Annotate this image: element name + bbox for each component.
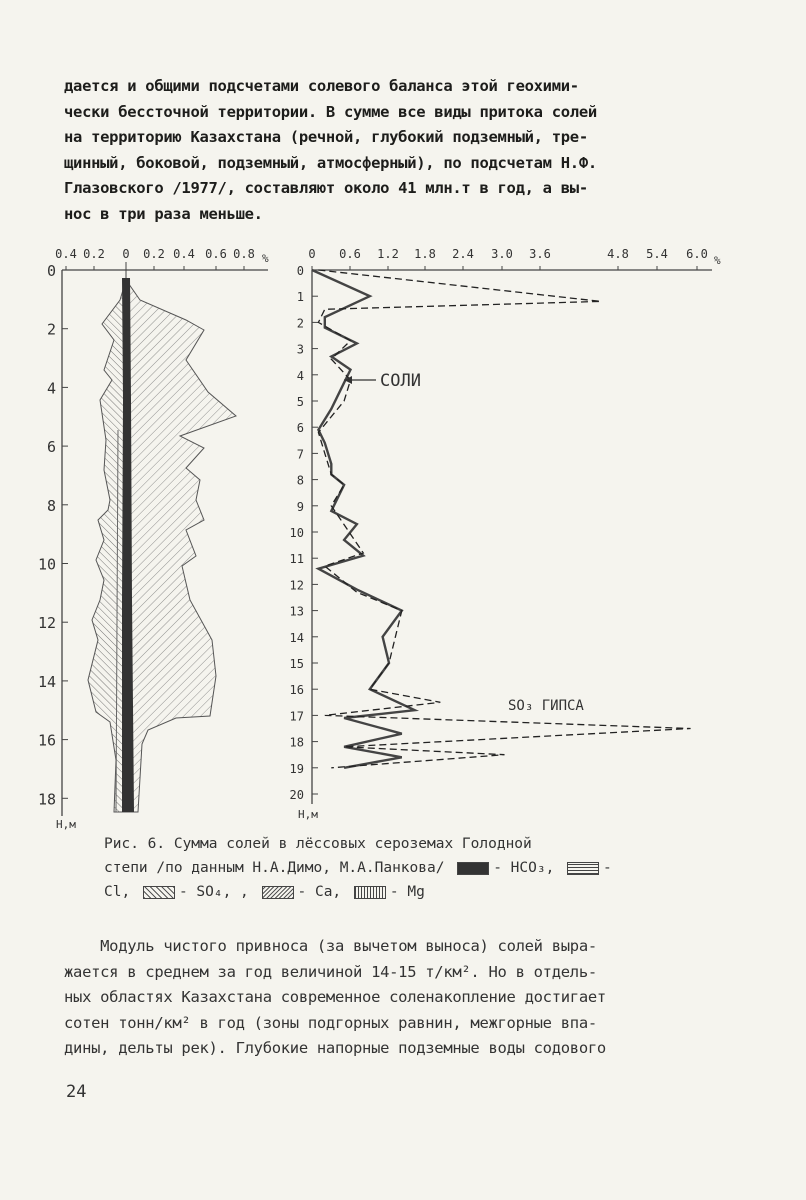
left-x-tick-label: 0.8: [233, 247, 255, 261]
salts-series-line: [312, 270, 415, 768]
gypsum-label: SO₃ ГИПСА: [508, 698, 584, 714]
right-y-tick-label: 3: [296, 342, 304, 357]
left-y-tick-label: 2: [46, 320, 56, 339]
so4-area: [126, 280, 236, 812]
right-x-tick-label: 3.6: [529, 247, 551, 261]
caption-line-3: [104, 880, 724, 904]
right-y-tick-label: 4: [296, 368, 304, 383]
right-y-tick-label: 13: [289, 604, 304, 619]
right-y-axis-label: Н,м: [298, 808, 318, 821]
right-x-tick-label: 4.8: [607, 247, 629, 261]
legend-hco3: - HCO₃,: [493, 860, 555, 876]
right-y-tick-label: 14: [289, 630, 304, 645]
legend-cl: Cl,: [104, 884, 131, 900]
right-y-tick-label: 1: [296, 290, 304, 305]
right-y-tick-label: 11: [289, 552, 304, 567]
cl-area: [88, 280, 126, 812]
left-x-tick-label: 0.2: [83, 247, 105, 261]
hco3-swatch: [457, 862, 489, 875]
left-y-tick-label: 10: [37, 555, 56, 574]
left-y-tick-label: 4: [46, 379, 56, 398]
left-y-tick-label: 0: [46, 262, 56, 280]
left-x-tick-label: 0.4: [173, 247, 195, 261]
right-x-tick-label: 1.8: [414, 247, 436, 261]
left-x-ticks: [55, 247, 269, 270]
left-y-tick-label: 6: [46, 438, 56, 457]
right-y-tick-label: 12: [289, 578, 304, 593]
left-x-tick-label: 0.6: [205, 247, 227, 261]
right-x-ticks: [308, 247, 721, 270]
right-x-tick-label: 6.0: [686, 247, 708, 261]
legend-so4: - SO₄, ,: [178, 884, 249, 900]
right-x-tick-label: 5.4: [646, 247, 668, 261]
right-y-tick-label: 16: [289, 683, 304, 698]
right-y-tick-label: 8: [296, 473, 304, 488]
right-y-tick-label: 18: [289, 735, 304, 750]
caption-line-2: степи /по данным Н.А.Димо, М.А.Панкова/ - HCO₃, -: [104, 860, 612, 876]
left-y-tick-label: 16: [37, 731, 56, 750]
salts-label: СОЛИ: [380, 371, 421, 391]
right-y-tick-label: 20: [289, 788, 304, 802]
right-y-tick-label: 6: [296, 421, 304, 436]
left-y-tick-label: 8: [46, 496, 56, 515]
left-x-tick-label: 0.4: [55, 247, 77, 261]
right-y-tick-label: 7: [296, 447, 304, 462]
right-y-tick-label: 5: [296, 395, 304, 409]
right-chart: [290, 247, 721, 821]
legend-mg: - Mg: [389, 884, 425, 900]
caption-source: степи /по данным Н.А.Димо, М.А.Панкова/: [104, 860, 445, 876]
cl-swatch: [567, 862, 599, 875]
right-x-tick-label: 0: [308, 247, 316, 261]
right-y-tick-label: 0: [296, 264, 304, 278]
figure-caption: [104, 832, 724, 904]
legend-ca: - Ca,: [297, 884, 342, 900]
right-y-ticks: [290, 264, 318, 802]
mg-swatch: [354, 886, 386, 899]
so4-swatch: [143, 886, 175, 899]
right-y-tick-label: 2: [296, 316, 304, 331]
paragraph-bottom: Модуль чистого привноса (за вычетом выноса) солей выра- жается в среднем за год величиной 14-15 т/км². Но в отдель- ных областях Казахстана современное соленакопление достигает сотен тонн/км² в год (зоны подгорных равнин, межгорные впа- дины, дельты рек). Глубокие напорные подземные воды содового: [64, 937, 606, 1057]
right-x-tick-label: 0.6: [339, 247, 361, 261]
left-x-tick-label: 0: [122, 247, 130, 261]
right-series: [312, 270, 691, 768]
right-x-unit: %: [714, 254, 721, 267]
left-x-tick-label: 0.2: [143, 247, 165, 261]
right-y-tick-label: 17: [289, 709, 304, 724]
left-y-ticks: [38, 262, 68, 808]
left-y-tick-label: 14: [37, 672, 56, 691]
right-y-tick-label: 10: [289, 526, 304, 540]
right-y-tick-label: 15: [289, 657, 304, 671]
right-y-tick-label: 9: [296, 499, 304, 514]
left-x-unit: %: [262, 252, 269, 265]
right-x-tick-label: 3.0: [491, 247, 513, 261]
ca-swatch: [262, 886, 294, 899]
left-chart: [38, 247, 269, 831]
left-y-tick-label: 12: [37, 614, 56, 633]
right-x-tick-label: 2.4: [452, 247, 474, 261]
left-y-tick-label: 18: [37, 790, 56, 809]
caption-line-1: Рис. 6. Сумма солей в лёссовых сероземах Голодной: [104, 836, 532, 852]
gypsum-series-line: [318, 270, 690, 768]
right-x-tick-label: 1.2: [377, 247, 399, 261]
left-y-axis-label: Н,м: [56, 818, 76, 831]
right-y-tick-label: 19: [289, 761, 304, 776]
page-number: 24: [66, 1082, 87, 1102]
paragraph-top: дается и общими подсчетами солевого баланса этой геохими- чески бессточной территории. В сумме все виды притока солей на территорию Казахстана (речной, глубокий подземный, тре- щинный, боковой, подземный, атмосферный), по подсчетам Н.Ф. Глазовского /1977/, составляют около 41 млн.т в год, а вы- нос в три раза меньше.: [64, 77, 597, 223]
